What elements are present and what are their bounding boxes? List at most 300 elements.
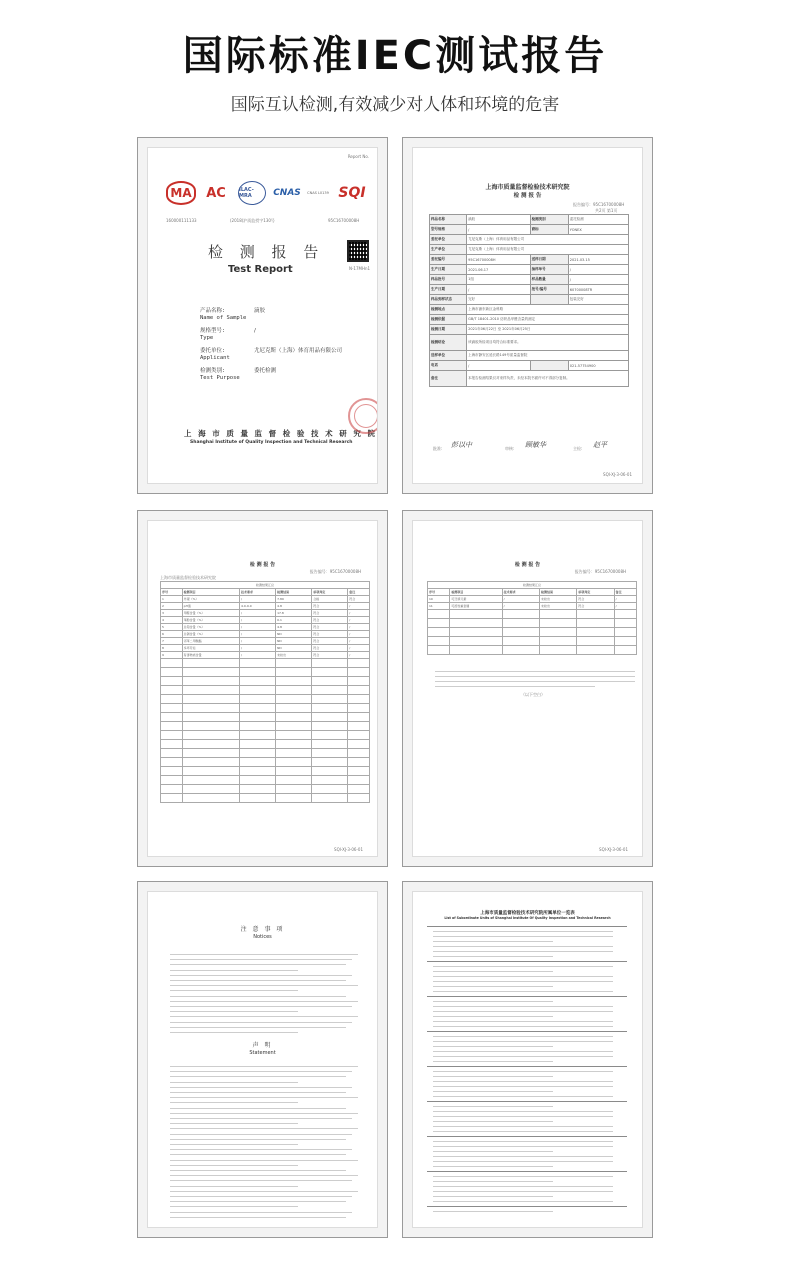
text-line — [433, 1086, 613, 1087]
table-cell: 合格 — [312, 596, 348, 603]
text-line — [170, 964, 346, 965]
table-row — [430, 325, 629, 335]
table-row — [430, 295, 629, 305]
table-row-blank — [161, 677, 370, 686]
table-cell: 未检出 — [539, 596, 576, 603]
table-cell: / — [240, 645, 276, 652]
table-cell: 样品数量 — [530, 275, 568, 285]
table-cell: / — [348, 652, 370, 659]
table-cell: 3 — [161, 610, 183, 617]
text-line — [433, 956, 553, 957]
detail-report-title: 检 测 报 告 — [513, 193, 542, 199]
report-title-cn: 检 测 报 告 — [208, 243, 325, 261]
table-cell: 符合 — [577, 596, 614, 603]
text-line — [433, 1106, 553, 1107]
table-cell: 委托编号 — [430, 255, 467, 265]
table-cell: / — [568, 275, 628, 285]
text-line — [170, 1076, 346, 1077]
text-line — [433, 991, 613, 992]
table-cell: / — [240, 610, 276, 617]
table-cell: 符合 — [312, 638, 348, 645]
text-line — [433, 1181, 553, 1182]
cma-logo: MA — [166, 181, 196, 205]
field-label-en: Test Purpose — [200, 375, 240, 381]
table-cell: 1组 — [467, 275, 530, 285]
qr-code-icon — [347, 240, 369, 262]
table-cell: 委托单位 — [430, 235, 467, 245]
text-line — [433, 1211, 553, 1212]
qr-number: N-17MHn1 — [349, 266, 371, 271]
text-line — [170, 1165, 298, 1166]
text-line — [433, 931, 613, 932]
field-label-cn: 产品名称: — [200, 308, 226, 314]
table-cell: 2021年06月22日 至 2021年06月25日 — [467, 325, 629, 335]
field-value: 滴胶 — [254, 308, 266, 314]
table-cell: 0.1 — [276, 617, 312, 624]
table-section-title: 检测结果汇总 — [428, 582, 637, 589]
table-cell: 符合 — [312, 603, 348, 610]
table-cell: 符合 — [312, 617, 348, 624]
text-line — [170, 1032, 298, 1033]
text-line — [170, 1006, 352, 1007]
detail-table — [429, 214, 629, 387]
table-row — [430, 275, 629, 285]
text-line — [433, 1051, 613, 1052]
subordinate-units-page — [402, 881, 653, 1238]
text-line — [170, 1097, 358, 1098]
text-line — [170, 1001, 358, 1002]
table-cell: 包装完好 — [568, 295, 628, 305]
text-line — [433, 1186, 613, 1187]
table-cell: 未检出 — [539, 603, 576, 610]
ilac-mra-logo: ILAC-MRA — [238, 181, 266, 205]
table-cell: 有害物质含量 — [182, 652, 239, 659]
results2-end-note: （以下空白） — [521, 692, 545, 697]
table-cell: / — [240, 596, 276, 603]
table-cell: 多环芳烃 — [182, 645, 239, 652]
table-cell: 1 — [161, 596, 183, 603]
table-cell: 送样单位 — [430, 351, 467, 361]
text-line — [433, 1156, 613, 1157]
table-cell: 送样日期 — [530, 255, 568, 265]
text-line — [170, 1186, 298, 1187]
text-line — [433, 966, 613, 967]
text-line — [433, 1121, 553, 1122]
field-label-en: Applicant — [200, 355, 230, 361]
text-line — [170, 1066, 358, 1067]
cal-logo: AC — [206, 185, 226, 201]
text-line — [433, 986, 553, 987]
table-cell: 上海市浦东新区金科路 — [467, 305, 629, 315]
text-line — [433, 1021, 613, 1022]
table-row — [161, 624, 370, 631]
text-line — [170, 1180, 352, 1181]
field-value: / — [254, 328, 256, 334]
field-product-name — [200, 308, 266, 322]
text-line — [433, 971, 553, 972]
table-row — [161, 645, 370, 652]
text-line — [433, 1096, 613, 1097]
table-cell: 样品到样状态 — [430, 295, 467, 305]
text-line — [427, 1136, 627, 1137]
table-row-blank — [161, 776, 370, 785]
cert-code-left: 160000111133 — [166, 218, 197, 223]
table-cell: / — [240, 617, 276, 624]
table-cell: 符合 — [348, 596, 370, 603]
page-subtitle: 国际互认检测,有效减少对人体和环境的危害 — [230, 95, 560, 115]
table-row — [161, 596, 370, 603]
tester-label: 主检: — [573, 446, 583, 451]
text-line — [170, 996, 346, 997]
table-cell: 11 — [428, 603, 450, 610]
text-line — [170, 1071, 352, 1072]
text-line — [170, 1149, 352, 1150]
table-cell: 电话 — [430, 361, 467, 371]
table-row-blank — [161, 785, 370, 794]
table-cell: 17.8 — [276, 610, 312, 617]
text-line — [170, 970, 298, 971]
table-cell: 检测类别 — [530, 215, 568, 225]
text-line — [433, 1081, 613, 1082]
table-row-blank — [161, 731, 370, 740]
table-cell: 4.0-9.0 — [240, 603, 276, 610]
table-cell: ND — [276, 645, 312, 652]
table-row — [161, 617, 370, 624]
table-cell — [530, 361, 568, 371]
table-row-blank — [161, 704, 370, 713]
text-line — [170, 1196, 352, 1197]
text-line — [427, 1171, 627, 1172]
table-cell: 可迁移元素 — [450, 596, 502, 603]
table-row-blank — [161, 722, 370, 731]
table-cell: / — [467, 361, 530, 371]
table-cell: YONEX — [568, 225, 628, 235]
table-cell: 甲醛含量（%） — [182, 610, 239, 617]
table-row-blank — [161, 740, 370, 749]
cnas-logo: CNAS — [273, 188, 301, 198]
table-cell: 021-57754900 — [568, 361, 628, 371]
table-cell: 委托检测 — [568, 215, 628, 225]
table-cell: 符合 — [312, 624, 348, 631]
table-cell: ND — [276, 631, 312, 638]
report-number-label: Report No. — [347, 154, 369, 159]
text-line — [170, 1170, 346, 1171]
table-cell: ND — [276, 638, 312, 645]
report-detail-page — [402, 137, 653, 494]
table-cell: / — [240, 652, 276, 659]
results-table — [160, 581, 370, 803]
text-line — [170, 1108, 346, 1109]
table-row — [161, 652, 370, 659]
test-results-page-1 — [137, 510, 388, 867]
results-footer-code: SQI-XJ-3-06-01 — [334, 847, 363, 852]
table-cell: GB/T 18401-2010 纺织品甲醛含量的测定 — [467, 315, 629, 325]
cert-code-middle: (2018)沪质监授字130号 — [230, 218, 275, 223]
table-row — [430, 351, 629, 361]
statement-title-cn: 声 明 — [252, 1042, 273, 1049]
text-line — [427, 926, 627, 927]
table-cell: 符合 — [312, 652, 348, 659]
units-title-en: List of Subordinate Units of Shanghai Institute Of Quality Inspection and Technical Research — [444, 916, 611, 920]
table-row-blank — [161, 659, 370, 668]
table-cell: 检测地点 — [430, 305, 467, 315]
field-label-cn: 规格型号: — [200, 328, 226, 334]
table-cell: / — [240, 638, 276, 645]
table-row — [428, 603, 637, 610]
text-line — [170, 1092, 346, 1093]
reviewer-label: 审核: — [505, 446, 515, 451]
table-cell: 上海市静安区延长路149号质量监督院 — [467, 351, 629, 361]
table-row-blank — [161, 758, 370, 767]
table-cell: 生产单位 — [430, 245, 467, 255]
field-test-purpose — [200, 368, 277, 382]
results2-footer-code: SQI-XJ-3-06-01 — [599, 847, 628, 852]
cert-code-right: 95C16700008H — [328, 218, 360, 223]
table-cell: 7.89 — [276, 596, 312, 603]
text-line — [170, 1160, 358, 1161]
table-cell: / — [348, 610, 370, 617]
text-line — [427, 1066, 627, 1067]
table-cell: 本报告检测结果仅对来样负责，未经本院书面许可不得部分复制。 — [467, 371, 629, 387]
notices-page — [137, 881, 388, 1238]
text-line — [433, 981, 613, 982]
table-row — [428, 596, 637, 603]
table-cell: 批号/编号 — [530, 285, 568, 295]
institute-name-en: Shanghai Institute of Quality Inspection and Technical Research — [190, 440, 353, 445]
text-line — [170, 1144, 298, 1145]
column-header: 检测项目 — [450, 589, 502, 596]
text-line — [170, 1082, 298, 1083]
text-line — [433, 1161, 613, 1162]
detail-footer-code: SQI-XJ-3-06-01 — [603, 472, 632, 477]
text-line — [170, 1134, 352, 1135]
results2-table — [427, 581, 637, 655]
table-row-blank — [428, 646, 637, 655]
column-header: 检测结果 — [539, 589, 576, 596]
table-cell: / — [614, 596, 636, 603]
table-row — [430, 255, 629, 265]
column-header: 单项判定 — [312, 589, 348, 596]
text-line — [427, 961, 627, 962]
table-cell: 备注 — [430, 371, 467, 387]
text-line — [433, 1176, 613, 1177]
table-row — [161, 631, 370, 638]
text-line — [433, 1016, 553, 1017]
text-line — [170, 954, 358, 955]
text-line — [433, 1141, 613, 1142]
text-line — [433, 1061, 553, 1062]
table-cell: 总镉含量（%） — [182, 631, 239, 638]
text-line — [433, 1006, 613, 1007]
column-header: 技术要求 — [240, 589, 276, 596]
table-cell: 可溶性重金属 — [450, 603, 502, 610]
text-line — [170, 980, 346, 981]
text-line — [433, 1001, 553, 1002]
table-cell: 符合 — [312, 631, 348, 638]
table-cell: 抽样单号 — [530, 265, 568, 275]
table-row — [161, 638, 370, 645]
table-cell: 检测日期 — [430, 325, 467, 335]
table-cell: / — [348, 638, 370, 645]
table-cell: 2021.03.15 — [568, 255, 628, 265]
table-cell: 2021.06.17 — [467, 265, 530, 275]
text-line — [427, 996, 627, 997]
text-line — [433, 1146, 613, 1147]
text-line — [170, 1011, 298, 1012]
cnas-number: CNAS L0139 — [307, 191, 329, 195]
field-label-cn: 委托单位: — [200, 348, 226, 354]
text-line — [170, 1102, 298, 1103]
table-cell: 未检出 — [276, 652, 312, 659]
text-line — [433, 1011, 613, 1012]
field-label-en: Type — [200, 335, 214, 341]
table-row — [430, 361, 629, 371]
approver-signature: 彭以中 — [451, 441, 472, 449]
column-header: 检测项目 — [182, 589, 239, 596]
notices-title-en: Notices — [253, 934, 272, 940]
results2-title: 检 测 报 告 — [514, 562, 541, 568]
table-row-blank — [428, 628, 637, 637]
text-line — [433, 1111, 613, 1112]
table-cell: 检测依据 — [430, 315, 467, 325]
table-row-blank — [428, 610, 637, 619]
results2-report-no: 报告编号：95C16700008H — [574, 569, 626, 574]
field-value: 尤尼克斯（上海）体育用品有限公司 — [254, 348, 343, 354]
table-cell: 4.8 — [276, 603, 312, 610]
text-line — [170, 990, 298, 991]
table-row — [430, 265, 629, 275]
table-cell: 邻苯二甲酸酯 — [182, 638, 239, 645]
sqi-logo: SQI — [338, 185, 366, 201]
table-cell: 苯酚含量（%） — [182, 617, 239, 624]
red-seal-inner-icon — [354, 404, 378, 428]
detail-page-no: 共2页 第1页 — [595, 208, 618, 213]
table-cell: 生产日期 — [430, 265, 467, 275]
table-cell: 9 — [161, 652, 183, 659]
text-line — [170, 1118, 352, 1119]
column-header: 单项判定 — [577, 589, 614, 596]
units-title-cn: 上海市质量监督检验技术研究院所属单位一览表 — [480, 911, 575, 916]
text-line — [433, 1076, 553, 1077]
text-line — [427, 1031, 627, 1032]
table-cell: 8 — [161, 645, 183, 652]
table-cell: / — [467, 285, 530, 295]
table-row — [430, 335, 629, 351]
table-row — [430, 371, 629, 387]
table-row — [430, 215, 629, 225]
detail-report-no: 报告编号：95C16700008H — [573, 202, 625, 207]
text-line — [433, 1201, 613, 1202]
table-cell: 尤尼克斯（上海）体育用品有限公司 — [467, 245, 629, 255]
text-line — [433, 1191, 613, 1192]
table-row-blank — [428, 619, 637, 628]
text-line — [433, 1041, 613, 1042]
text-line — [170, 1212, 352, 1213]
column-header: 序号 — [428, 589, 450, 596]
certification-logos — [166, 181, 376, 209]
table-cell: 7 — [161, 638, 183, 645]
statement-title-en: Statement — [249, 1050, 276, 1056]
text-line — [170, 1016, 358, 1017]
notices-title-cn: 注 意 事 项 — [240, 926, 285, 933]
field-model — [200, 328, 256, 342]
table-cell: / — [348, 603, 370, 610]
table-row-blank — [161, 695, 370, 704]
table-row — [430, 225, 629, 235]
table-row-blank — [428, 637, 637, 646]
text-line — [433, 1071, 613, 1072]
table-cell: / — [348, 624, 370, 631]
table-row — [430, 315, 629, 325]
table-cell: / — [348, 645, 370, 652]
table-cell: 6 — [161, 631, 183, 638]
text-line — [433, 1026, 613, 1027]
table-row — [161, 610, 370, 617]
text-line — [170, 1175, 358, 1176]
text-line — [433, 936, 613, 937]
text-line — [170, 1113, 358, 1114]
text-line — [170, 1123, 298, 1124]
table-cell: 95C16700008H — [467, 255, 530, 265]
text-line — [170, 1217, 346, 1218]
table-cell: 样品批号 — [430, 275, 467, 285]
table-cell: / — [348, 631, 370, 638]
text-line — [433, 1116, 613, 1117]
table-row-blank — [161, 749, 370, 758]
table-cell: 符合 — [577, 603, 614, 610]
table-row — [430, 235, 629, 245]
column-header: 技术要求 — [502, 589, 539, 596]
table-cell: / — [502, 603, 539, 610]
table-cell: 型号规格 — [430, 225, 467, 235]
text-line — [433, 1126, 613, 1127]
table-row — [430, 305, 629, 315]
table-cell — [530, 295, 568, 305]
text-line — [433, 1166, 553, 1167]
table-cell: 10 — [428, 596, 450, 603]
text-line — [170, 1154, 346, 1155]
table-cell: 符合 — [312, 610, 348, 617]
table-cell: / — [568, 265, 628, 275]
text-line — [427, 1206, 627, 1207]
column-header: 备注 — [348, 589, 370, 596]
table-cell: pH值 — [182, 603, 239, 610]
table-cell: 外观（%） — [182, 596, 239, 603]
text-line — [427, 1101, 627, 1102]
field-label-cn: 检测类别: — [200, 368, 226, 374]
text-line — [433, 976, 613, 977]
table-row-blank — [161, 668, 370, 677]
table-cell: 5 — [161, 624, 183, 631]
table-row — [430, 285, 629, 295]
table-row-blank — [161, 686, 370, 695]
report-cover-page — [137, 137, 388, 494]
table-cell: / — [240, 631, 276, 638]
results-title: 检 测 报 告 — [249, 562, 276, 568]
table-cell: 检测结论 — [430, 335, 467, 351]
column-header: 检测结果 — [276, 589, 312, 596]
text-line — [170, 975, 352, 976]
field-value: 委托检测 — [254, 368, 277, 374]
text-line — [170, 1087, 352, 1088]
text-line — [170, 1201, 346, 1202]
table-cell: 完好 — [467, 295, 530, 305]
table-cell: 4 — [161, 617, 183, 624]
table-row-blank — [161, 767, 370, 776]
table-header-row — [161, 589, 370, 596]
text-line — [433, 946, 613, 947]
table-row — [430, 245, 629, 255]
